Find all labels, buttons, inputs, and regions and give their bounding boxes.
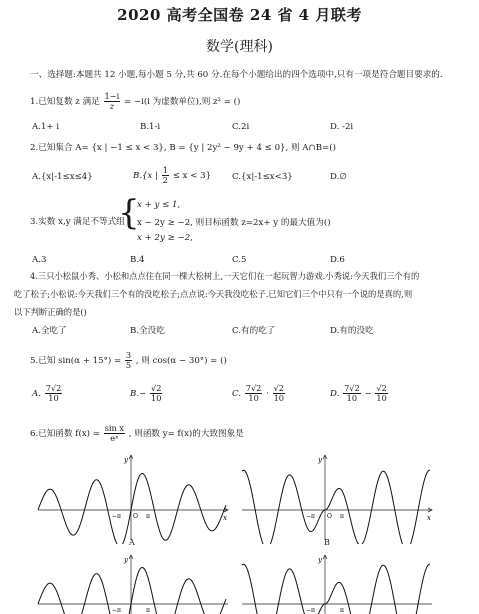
q3-system-brace: { [118, 193, 140, 233]
q3-option-a: A.3 [32, 255, 47, 265]
q5-optc-den1: 10 [248, 393, 259, 403]
q1-option-a: A.1+ i [32, 122, 60, 132]
q3-system-line-2: x − 2y ≥ −2, 则目标函数 z=2x+ y 的最大值为() [137, 218, 331, 228]
q5-opta-fraction [45, 384, 63, 403]
q3-system-line-3: x + 2y ≥ −2, [137, 233, 193, 243]
graph-c [34, 552, 234, 614]
graph-a-neg-pi: −π [112, 513, 121, 520]
q5-optd-label: D. [330, 389, 340, 399]
graph-a-caption: A [129, 538, 135, 547]
q5-optb-label: B.− [130, 389, 147, 399]
q2-optb-den: 2 [162, 175, 168, 185]
q1-suffix: = −i(i 为虚数单位),则 z² = () [123, 97, 241, 107]
q5-optd-num2: √2 [376, 383, 387, 393]
q6-frac-num: sin x [104, 423, 125, 433]
q5-optd-op: − [364, 389, 372, 399]
graph-d-svg [238, 552, 438, 614]
graph-b [238, 452, 438, 547]
q4-option-c: C.有的吃了 [232, 326, 276, 336]
q4-line-2: 吃了松子;小松说:今天我们三个有的没吃松子;点点说:今天我没吃松子.已知它们三个中只有一个说的是真的,则 [14, 289, 413, 299]
exam-title: 2020 高考全国卷 24 省 4 月联考 [117, 6, 362, 24]
q5-optd-fraction-1 [343, 384, 361, 403]
q1-option-d: D. -2i [330, 122, 354, 132]
graph-a-x-label: x [223, 514, 227, 522]
q5-opta-label: A. [32, 389, 41, 399]
graph-a-curve [38, 474, 226, 545]
graph-a-y-label: y [124, 456, 128, 464]
q5-optd-num1: 7√2 [344, 383, 360, 393]
q5-option-b [130, 384, 163, 403]
graph-c-pi: π [146, 607, 150, 614]
graph-b-x-label: x [427, 514, 431, 522]
graph-c-neg-pi: −π [112, 607, 121, 614]
q1-option-b: B.1-i [140, 122, 161, 132]
q5-optb-fraction [150, 384, 162, 403]
graph-b-origin: O [327, 513, 332, 520]
q5-optb-den: 10 [150, 393, 162, 403]
q3-option-c: C.5 [232, 255, 247, 265]
q5-optd-den2: 10 [376, 393, 387, 403]
graph-c-curve [38, 568, 226, 614]
graph-b-curve [242, 470, 430, 544]
q6-suffix: , 则函数 y= f(x)的大致图象是 [128, 429, 244, 439]
q6-prefix: 6.已知函数 f(x) = [30, 429, 100, 439]
q5-optc-num1: 7√2 [245, 383, 262, 393]
q2-optb-num: 1 [162, 165, 168, 175]
q5-optb-num: √2 [150, 383, 162, 393]
q5-frac-den: 5 [125, 360, 132, 370]
q5-optc-fraction-2 [273, 384, 285, 403]
q5-optc-fraction-1 [245, 384, 263, 403]
q5-suffix: , 则 cos(α − 30°) = () [135, 356, 227, 366]
q5-optc-den2: 10 [273, 393, 285, 403]
q5-option-c [232, 384, 286, 403]
q2-optb-suffix: ≤ x < 3} [172, 171, 212, 181]
q5-frac-num: 3 [125, 350, 132, 360]
q2-optb-fraction [162, 166, 169, 185]
q5-opta-den: 10 [48, 393, 59, 403]
exam-subtitle: 数学(理科) [206, 39, 273, 55]
question-2: 2.已知集合 A= {x | −1 ≤ x < 3}, B = {y | 2y² − 9y + 4 ≤ 0}, 则 A∩B=() [30, 143, 336, 153]
q5-option-d [330, 384, 389, 403]
q5-prefix: 5.已知 sin(α + 15°) = [30, 356, 122, 366]
q6-fraction [104, 424, 125, 443]
graph-a [34, 452, 234, 547]
graph-d-pi: π [340, 607, 344, 614]
graph-a-svg [34, 452, 234, 544]
q5-optc-label: C. [232, 389, 242, 399]
graph-b-y-label: y [318, 456, 322, 464]
q5-optd-fraction-2 [375, 384, 387, 403]
q3-option-b: B.4 [130, 255, 145, 265]
q4-line-1: 4.三只小松鼠小秀、小松和点点住在同一棵大松树上,一天它们在一起玩智力游戏.小秀说:今天我们三个有的 [30, 271, 420, 281]
q5-optc-op: · [266, 389, 269, 399]
graph-b-caption: B [324, 538, 330, 547]
graph-a-pi: π [146, 513, 150, 520]
graph-d-curve [242, 564, 430, 614]
q3-system-line-1: x + y ≤ 1, [137, 200, 181, 210]
q1-frac-num: 1−i [104, 91, 120, 101]
q6-frac-den: eˣ [110, 433, 119, 443]
graph-c-y-label: y [124, 556, 128, 564]
graph-c-svg [34, 552, 234, 614]
question-6 [30, 424, 244, 443]
graph-b-neg-pi: −π [306, 513, 315, 520]
graph-d-y-label: y [318, 556, 322, 564]
q5-fraction [125, 351, 132, 370]
q3-prefix: 3.实数 x,y 满足不等式组 [30, 217, 125, 227]
q5-optc-num2: √2 [273, 383, 285, 393]
graph-d [238, 552, 438, 614]
q4-option-a: A.全吃了 [32, 326, 67, 336]
q2-optb-prefix: B.{x | [133, 171, 158, 181]
q2-option-d: D.∅ [330, 172, 347, 182]
graph-d-neg-pi: −π [306, 607, 315, 614]
section-intro: 一、选择题:本题共 12 小题,每小题 5 分,共 60 分.在每个小题给出的四个选项中,只有一项是符合题目要求的. [30, 70, 443, 80]
question-1 [30, 92, 240, 111]
q4-option-b: B.全没吃 [130, 326, 165, 336]
q2-option-a: A.{x|-1≤x≤4} [32, 172, 93, 182]
graph-b-svg [238, 452, 438, 544]
q4-line-3: 以下判断正确的是() [14, 307, 87, 317]
q3-option-d: D.6 [330, 255, 345, 265]
q2-option-c: C.{x|-1≤x<3} [232, 172, 293, 182]
q1-frac-den: z [109, 101, 115, 111]
q5-optd-den1: 10 [346, 393, 358, 403]
q1-fraction [104, 92, 121, 111]
q5-opta-num: 7√2 [45, 383, 62, 393]
graph-b-pi: π [340, 513, 344, 520]
q5-option-a [32, 384, 63, 403]
question-5 [30, 351, 227, 370]
q1-option-c: C.2i [232, 122, 250, 132]
q4-option-d: D.有的没吃 [330, 326, 374, 336]
graph-a-origin: O [133, 513, 138, 520]
q2-option-b [133, 166, 211, 185]
q1-prefix: 1.已知复数 z 满足 [30, 97, 100, 107]
